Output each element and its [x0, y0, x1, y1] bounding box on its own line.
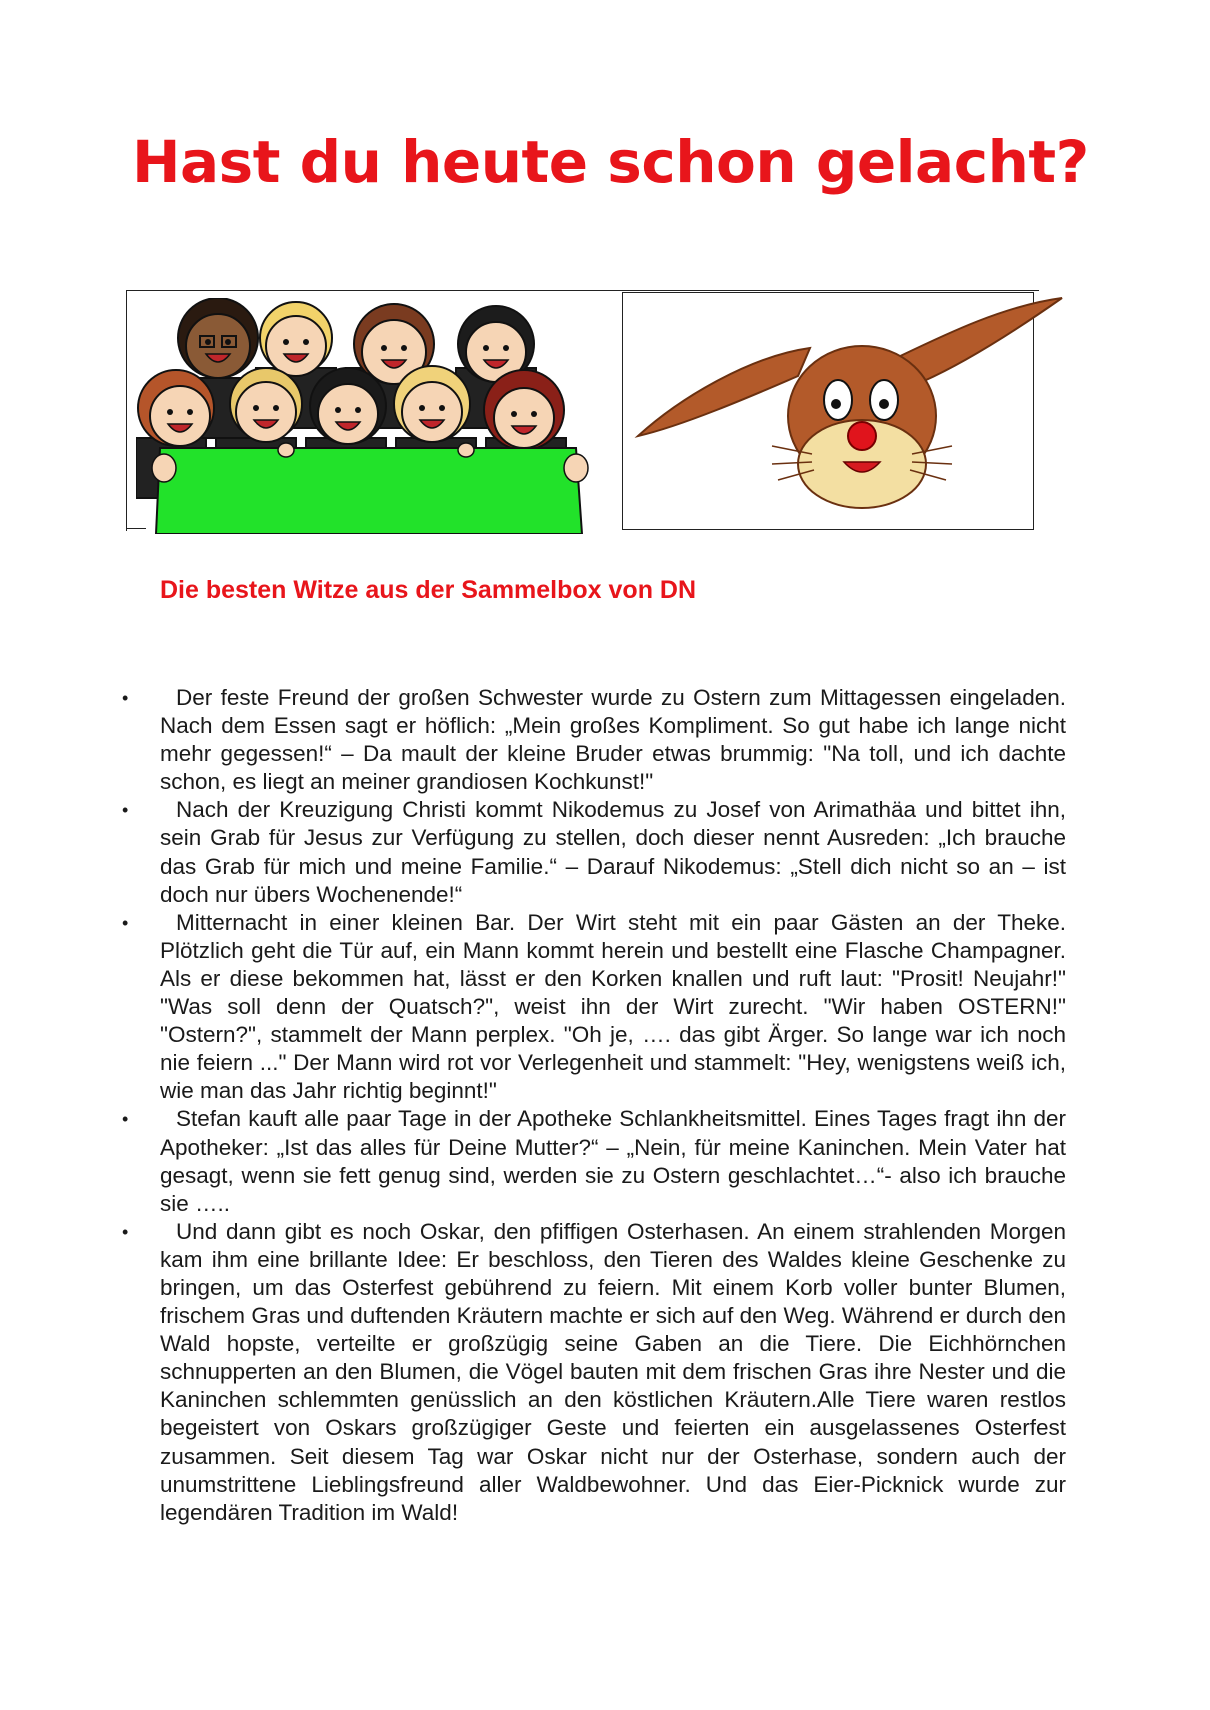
bullet: •	[122, 688, 129, 708]
joke-list	[120, 684, 1066, 1527]
list-item	[120, 1105, 1066, 1217]
joke-text: Mitternacht in einer kleinen Bar. Der Wirt steht mit ein paar Gästen an der Theke. Plötzlich geht die Tür auf, ein Mann kommt herein und bestellt eine Flasche Champagner. Als er diese bekommen hat, lässt er den Korken knallen und ruft laut: "Prosit! Neujahr!" "Was soll denn der Quatsch?", weist ihn der Wirt zurecht. "Wir haben OSTERN!" "Ostern?", stammelt der Mann perplex. "Oh je, …. das gibt Ärger. So lange war ich noch nie feiern ..." Der Mann wird rot vor Verlegenheit und stammelt: "Hey, wenigstens weiß ich, wie man das Jahr richtig beginnt!"	[160, 909, 1066, 1104]
joke-text: Der feste Freund der großen Schwester wurde zu Ostern zum Mittagessen eingeladen. Nach dem Essen sagt er höflich: „Mein großes Kompliment. So gut habe ich lange nicht mehr gegessen!“ – Da mault der kleine Bruder etwas brummig: "Na toll, und ich dachte schon, es liegt an meiner grandiosen Kochkunst!"	[160, 685, 1066, 795]
list-item	[120, 684, 1066, 796]
bullet: •	[122, 800, 129, 821]
bullet: •	[122, 912, 129, 933]
joke-text: Und dann gibt es noch Oskar, den pfiffigen Osterhasen. An einem strahlenden Morgen kam ihm eine brillante Idee: Er beschloss, den Tieren des Waldes kleine Geschenke zu bringen, um das Osterfest gebührend zu feiern. Mit einem Korb voller bunter Blumen, frischem Gras und duftenden Kräutern machte er sich auf den Weg. Während er durch den Wald hopste, verteilte er großzügig seine Gaben an die Tiere. Die Eichhörnchen schnupperten an den Blumen, die Vögel bauten mit dem frischen Gras ihre Nester und die Kaninchen schlemmten genüsslich an den köstlichen Kräutern.Alle Tiere waren restlos begeistert von Oskars großzügiger Geste und feierten ein ausgelassenes Osterfest zusammen. Seit diesem Tag war Oskar nicht nur der Osterhase, sondern auch der unumstrittene Lieblingsfreund aller Waldbewohner. Und das Eier-Picknick wurde zur legendären Tradition im Wald!	[160, 1218, 1066, 1525]
list-item	[120, 1218, 1066, 1527]
joke-text: Nach der Kreuzigung Christi kommt Nikodemus zu Josef von Arimathäa und bittet ihn, sein Grab für Jesus zur Verfügung zu stellen, doch dieser nennt Ausreden: „Ich brauche das Grab für mich und meine Familie.“ – Darauf Nikodemus: „Stell dich nicht so an – ist doch nur übers Wochenende!“	[160, 797, 1066, 907]
joke-text: Stefan kauft alle paar Tage in der Apotheke Schlankheitsmittel. Eines Tages fragt ihn der Apotheker: „Ist das alles für Deine Mutter?“ – „Nein, für meine Kaninchen. Mein Vater hat gesagt, wenn sie fett genug sind, werden sie zu Ostern geschlachtet…“- also ich brauche sie …..	[160, 1106, 1066, 1216]
bullet: •	[122, 1109, 129, 1130]
list-item	[120, 796, 1066, 908]
page-title: Hast du heute schon gelacht?	[132, 128, 1089, 196]
header-images	[124, 288, 1064, 536]
easter-bunny-face-illustration	[622, 286, 1064, 530]
subtitle: Die besten Witze aus der Sammelbox von DN	[160, 576, 697, 604]
list-item	[120, 909, 1066, 1106]
children-laughing-illustration	[136, 298, 614, 534]
bullet: •	[122, 1221, 129, 1242]
